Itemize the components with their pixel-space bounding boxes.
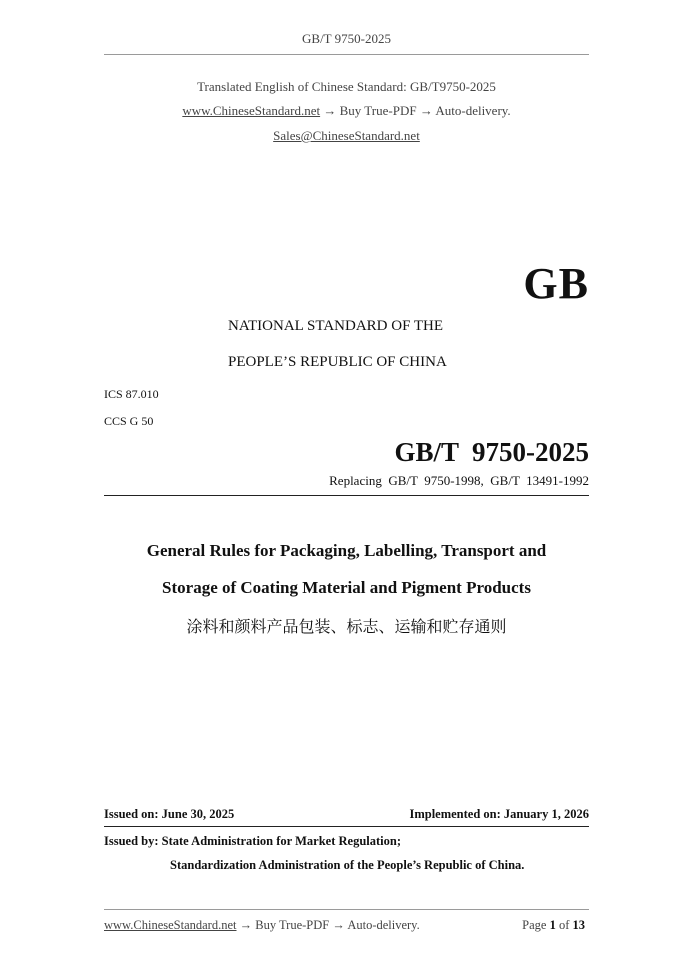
gb-logo: GB	[523, 259, 589, 308]
number-rule	[104, 495, 589, 496]
implemented-on: Implemented on: January 1, 2026	[409, 807, 589, 821]
footer-buy-line	[104, 918, 420, 933]
issued-by-second: Standardization Administration of the People’s Republic of China.	[170, 858, 525, 872]
buy-text: Buy True-PDF	[339, 103, 417, 118]
title-chinese: 涂料和颜料产品包装、标志、运输和贮存通则	[186, 617, 507, 636]
title-english-line1: General Rules for Packaging, Labelling, Transport and	[146, 541, 547, 560]
footer-site-link[interactable]: www.ChineseStandard.net	[104, 918, 237, 932]
header-rule	[104, 54, 589, 55]
footer-rule	[104, 909, 589, 910]
banner-buy-line	[0, 103, 693, 119]
replacing-text: Replacing GB/T 9750-1998, GB/T 13491-1992	[329, 473, 589, 488]
issue-rule	[104, 826, 589, 827]
email-link[interactable]: Sales@ChineseStandard.net	[273, 128, 420, 143]
arrow-icon: →	[239, 918, 253, 932]
email-line	[0, 128, 693, 144]
standard-number: GB/T 9750-2025	[394, 437, 589, 467]
page-of: of	[558, 918, 570, 932]
buy-text: Buy True-PDF	[255, 918, 330, 932]
ccs-code: CCS G 50	[104, 414, 154, 428]
page-label: Page	[522, 918, 547, 932]
title-english-line2: Storage of Coating Material and Pigment Products	[162, 578, 531, 597]
auto-delivery-text: Auto-delivery.	[347, 918, 420, 932]
national-standard-line2: PEOPLE’S REPUBLIC OF CHINA	[228, 354, 447, 370]
issued-by: Issued by: State Administration for Market Regulation;	[104, 834, 401, 848]
issued-on: Issued on: June 30, 2025	[104, 807, 235, 821]
auto-delivery-text: Auto-delivery.	[435, 103, 511, 118]
running-header: GB/T 9750-2025	[302, 31, 391, 46]
site-link[interactable]: www.ChineseStandard.net	[182, 103, 321, 118]
ics-code: ICS 87.010	[104, 387, 159, 401]
arrow-icon: →	[419, 103, 433, 118]
page-current: 1	[549, 918, 556, 932]
arrow-icon: →	[323, 103, 337, 118]
arrow-icon: →	[332, 918, 345, 932]
national-standard-line1: NATIONAL STANDARD OF THE	[228, 318, 444, 334]
translation-notice: Translated English of Chinese Standard: GB/T9750-2025	[197, 79, 496, 94]
page-total: 13	[572, 918, 585, 932]
page-indicator	[522, 918, 585, 933]
